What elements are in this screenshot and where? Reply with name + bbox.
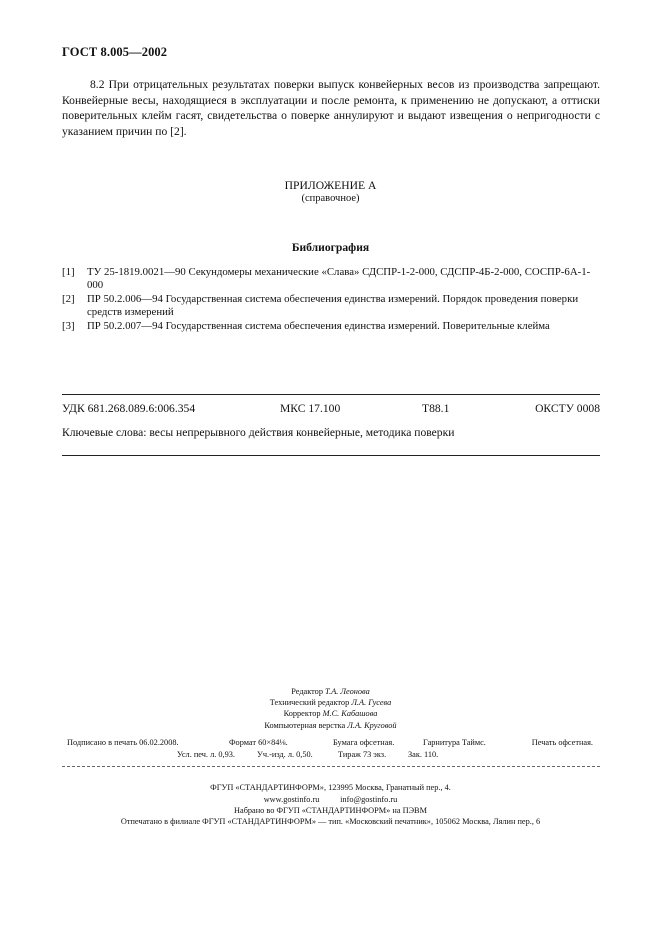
bibliography-item-text: ПР 50.2.007—94 Государственная система обеспечения единства измерений. Поверительные клейма (87, 320, 550, 332)
document-header: ГОСТ 8.005—2002 (62, 45, 168, 59)
divider-bottom (62, 455, 600, 456)
appendix-title: ПРИЛОЖЕНИЕ А (284, 179, 377, 192)
appendix-subtitle: (справочное) (301, 193, 360, 204)
credit-line (0, 720, 661, 731)
bibliography-item (62, 266, 602, 292)
typeface: Гарнитура Таймс. (423, 738, 486, 747)
publisher-web: www.gostinfo.ru info@gostinfo.ru (263, 795, 398, 804)
t-code: Т88.1 (422, 402, 450, 415)
udk-code: УДК 681.268.089.6:006.354 (62, 402, 196, 415)
bibliography-item-text: ПР 50.2.006—94 Государственная система обеспечения единства измерений. Порядок проведения поверки средств измерений (87, 293, 579, 319)
bibliography-item (62, 320, 602, 333)
print-location: Отпечатано в филиале ФГУП «СТАНДАРТИНФОРМ» — тип. «Московский печатник», 105062 Москва, Лялин пер., 6 (120, 817, 541, 826)
credit-name: М.С. Кабашова (322, 709, 378, 719)
credits-block (0, 686, 661, 731)
circulation: Тираж 73 экз. (338, 750, 387, 759)
bibliography-item-number: [3] (62, 320, 75, 332)
credit-line (0, 708, 661, 719)
bibliography-item-text: ТУ 25-1819.0021—90 Секундомеры механические «Слава» СДСПР-1-2-000, СДСПР-4Б-2-000, СОСПР-6А-1-000 (87, 266, 591, 292)
uch-sheets: Уч.-изд. л. 0,50. (257, 750, 313, 759)
credit-label: Корректор (283, 709, 321, 719)
publisher-address: ФГУП «СТАНДАРТИНФОРМ», 123995 Москва, Гранатный пер., 4. (210, 783, 451, 792)
dashed-divider (62, 766, 600, 767)
paper: Бумага офсетная. (333, 738, 395, 747)
credit-label: Технический редактор (269, 698, 350, 708)
okstu-code: ОКСТУ 0008 (535, 402, 600, 415)
keywords: Ключевые слова: весы непрерывного действия конвейерные, методика поверки (62, 426, 455, 439)
divider-top (62, 394, 600, 395)
order-number: Зак. 110. (408, 750, 439, 759)
credit-line (0, 697, 661, 708)
credit-name: Т.А. Леонова (325, 687, 370, 696)
bibliography-item-number: [1] (62, 266, 75, 278)
bibliography-item (62, 293, 602, 319)
print-type: Печать офсетная. (531, 738, 593, 747)
credit-line (0, 686, 661, 697)
section-8-2-paragraph: 8.2 При отрицательных результатах поверки выпуск конвейерных весов из производства запрещают. Конвейерные весы, находящиеся в эксплуатации и после ремонта, к применению не допускают, а оттиски поверительных клейм гасят, свидетельства о поверке аннулируют и выдают извещения о непригодности с указанием причин по [2]. (62, 78, 600, 138)
credit-name: Л.А. Гусева (351, 698, 392, 708)
credit-name: Л.А. Круговой (347, 720, 397, 730)
format: Формат 60×84⅛. (229, 738, 288, 747)
bibliography-title: Библиография (291, 241, 370, 254)
signed-date: Подписано в печать 06.02.2008. (67, 738, 179, 747)
mks-code: МКС 17.100 (280, 402, 341, 415)
bibliography-item-number: [2] (62, 293, 75, 305)
credit-label: Редактор (291, 687, 323, 696)
typeset-info: Набрано во ФГУП «СТАНДАРТИНФОРМ» на ПЭВМ (234, 806, 427, 815)
usl-sheets: Усл. печ. л. 0,93. (177, 750, 235, 759)
credit-label: Компьютерная верстка (264, 720, 346, 730)
